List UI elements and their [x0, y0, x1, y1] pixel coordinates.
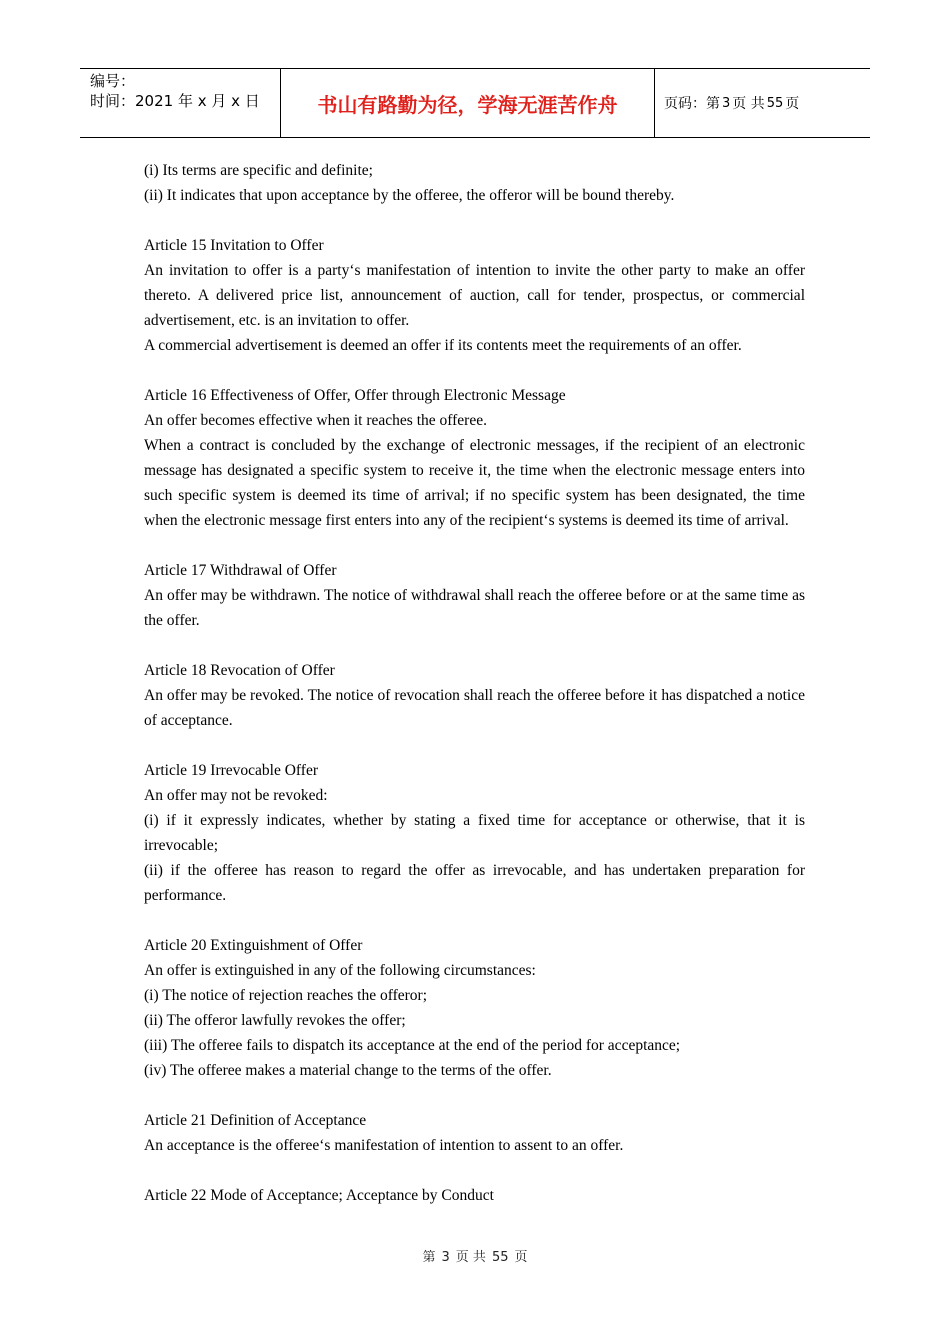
header-page-prefix: 页码：第: [664, 96, 720, 112]
footer-suffix: 页: [514, 1250, 528, 1265]
body-paragraph: An invitation to offer is a party‘s manifestation of intention to invite the other party to make an offer thereto. A delivered price list, announcement of auction, call for tender, prospectus, or commercial advertisement, etc. is an invitation to offer.: [144, 262, 805, 329]
body-paragraph: (i) The notice of rejection reaches the offeror;: [144, 987, 428, 1004]
body-paragraph: (ii) It indicates that upon acceptance by the offeree, the offeror will be bound thereby.: [144, 187, 675, 204]
body-paragraph: (i) Its terms are specific and definite;: [144, 162, 373, 179]
body-paragraph: (ii) if the offeree has reason to regard the offer as irrevocable, and has undertaken preparation for performance.: [144, 862, 805, 904]
header-page-suffix: 页: [785, 96, 800, 112]
header-motto-cell: [281, 69, 655, 137]
page-footer: [0, 1246, 950, 1265]
header-meta-cell: [80, 69, 281, 137]
body-paragraph: An offer becomes effective when it reaches the offeree.: [144, 412, 487, 429]
footer-total: 55: [491, 1250, 509, 1265]
body-paragraph: An offer may be revoked. The notice of revocation shall reach the offeree before it has dispatched a notice of acceptance.: [144, 687, 805, 729]
paragraph-gap: [144, 533, 805, 558]
article-heading: Article 18 Revocation of Offer: [144, 662, 335, 679]
footer-mid: 页 共: [455, 1250, 486, 1265]
article-heading: Article 21 Definition of Acceptance: [144, 1112, 367, 1129]
body-paragraph: When a contract is concluded by the exchange of electronic messages, if the recipient of an electronic message has designated a specific system to receive it, the time when the electronic message enters into such specific system is deemed its time of arrival; if no specific system has been designated, the time when the electronic message first enters into any of the recipient‘s systems is deemed its time of arrival.: [144, 437, 805, 529]
footer-prefix: 第: [422, 1250, 436, 1265]
article-heading: Article 16 Effectiveness of Offer, Offer through Electronic Message: [144, 387, 566, 404]
paragraph-gap: [144, 1083, 805, 1108]
document-header: [80, 68, 870, 138]
article-heading: Article 19 Irrevocable Offer: [144, 762, 318, 779]
body-paragraph: An offer is extinguished in any of the following circumstances:: [144, 962, 536, 979]
article-heading: Article 17 Withdrawal of Offer: [144, 562, 337, 579]
paragraph-gap: [144, 358, 805, 383]
body-paragraph: An acceptance is the offeree‘s manifestation of intention to assent to an offer.: [144, 1137, 624, 1154]
article-heading: Article 15 Invitation to Offer: [144, 237, 324, 254]
document-body: [144, 158, 805, 1208]
header-page-mid: 页 共: [732, 96, 765, 112]
body-paragraph: (i) if it expressly indicates, whether by stating a fixed time for acceptance or otherwise, that it is irrevocable;: [144, 812, 805, 854]
paragraph-gap: [144, 208, 805, 233]
body-paragraph: (ii) The offeror lawfully revokes the offer;: [144, 1012, 406, 1029]
article-heading: Article 22 Mode of Acceptance; Acceptance by Conduct: [144, 1187, 494, 1204]
paragraph-gap: [144, 733, 805, 758]
article-heading: Article 20 Extinguishment of Offer: [144, 937, 363, 954]
document-time-label: 时间：2021 年 x 月 x 日: [90, 92, 260, 110]
paragraph-gap: [144, 908, 805, 933]
paragraph-gap: [144, 633, 805, 658]
header-page-total: 55: [766, 95, 784, 111]
body-paragraph: An offer may not be revoked:: [144, 787, 328, 804]
header-page-current: 3: [722, 95, 731, 111]
body-paragraph: (iv) The offeree makes a material change to the terms of the offer.: [144, 1062, 552, 1079]
body-paragraph: An offer may be withdrawn. The notice of withdrawal shall reach the offeree before or at the same time as the offer.: [144, 587, 805, 629]
paragraph-gap: [144, 1158, 805, 1183]
body-paragraph: A commercial advertisement is deemed an offer if its contents meet the requirements of an offer.: [144, 337, 742, 354]
header-motto: 书山有路勤为径，学海无涯苦作舟: [317, 92, 618, 117]
footer-current: 3: [441, 1250, 450, 1265]
body-paragraph: (iii) The offeree fails to dispatch its acceptance at the end of the period for acceptance;: [144, 1037, 681, 1054]
header-page-cell: [655, 69, 870, 137]
document-number-label: 编号：: [90, 72, 136, 90]
